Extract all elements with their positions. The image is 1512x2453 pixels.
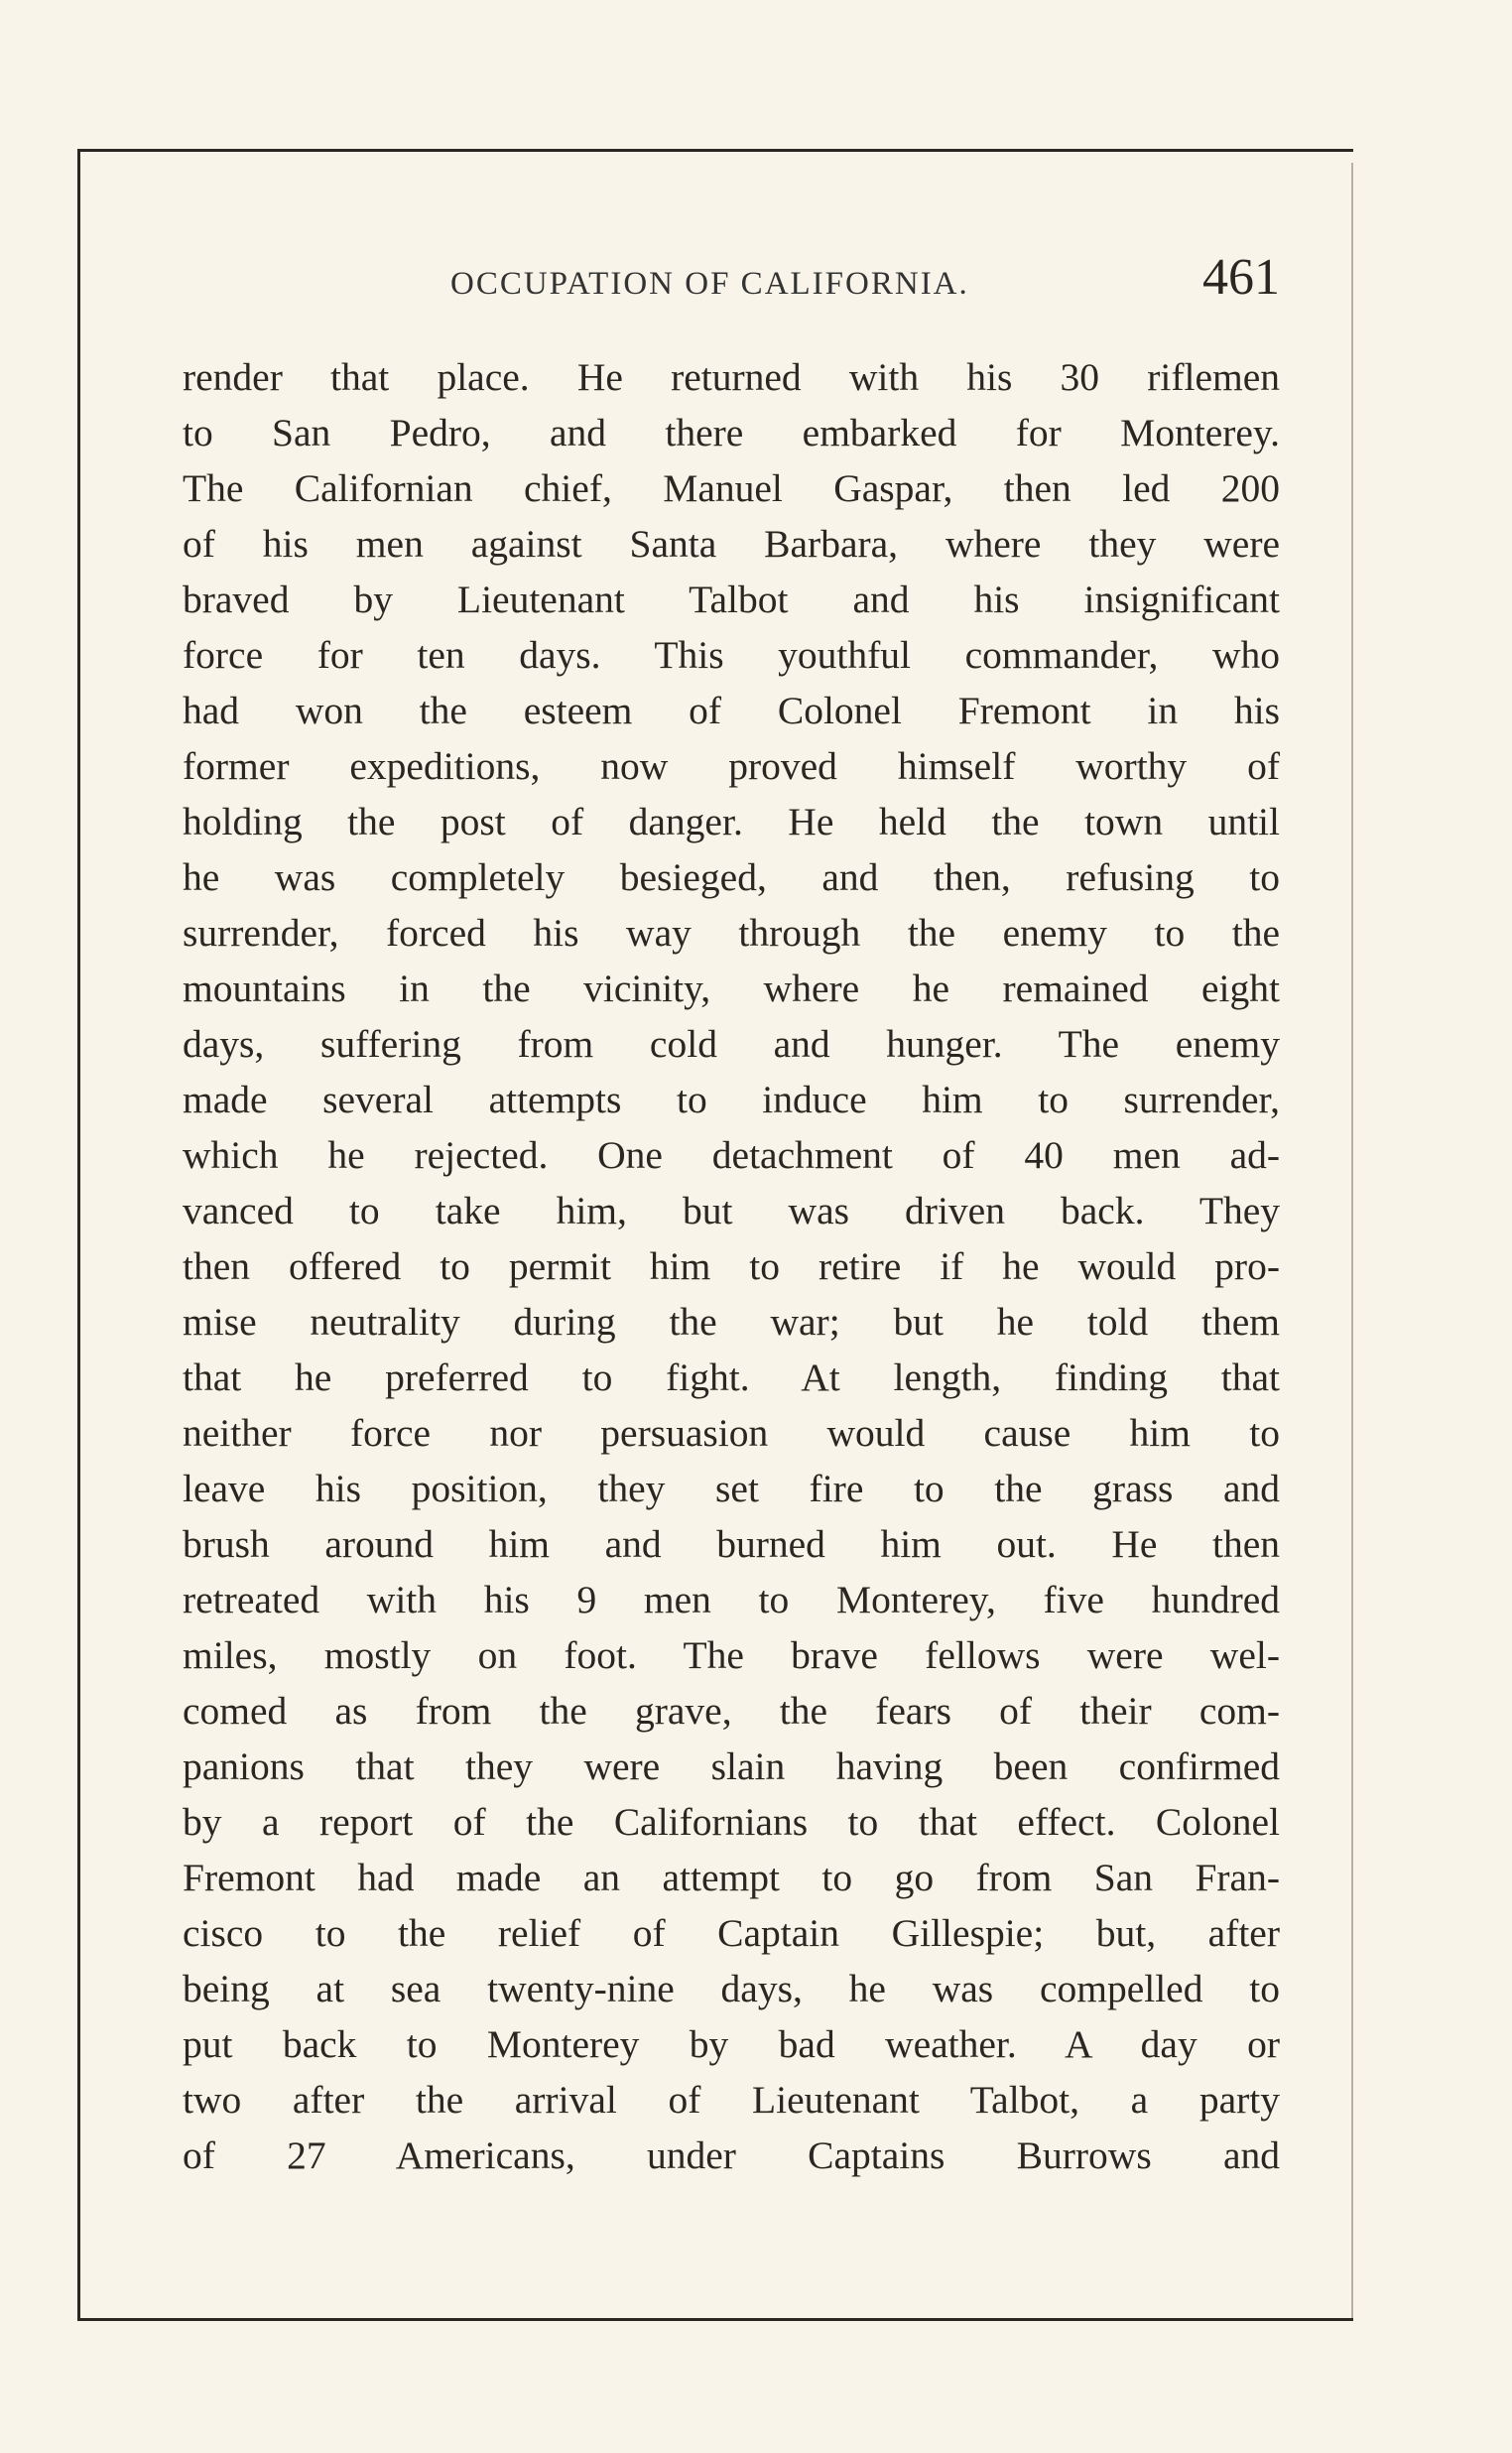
text-line: then offered to permit him to retire if he would pro- xyxy=(183,1244,1280,1288)
page-header xyxy=(183,248,1280,318)
text-line: had won the esteem of Colonel Fremont in his xyxy=(183,689,1280,732)
text-line: cisco to the relief of Captain Gillespie; but, after xyxy=(183,1911,1280,1955)
text-line: surrender, forced his way through the enemy to the xyxy=(183,911,1280,955)
page-frame-top-rule xyxy=(77,149,1353,152)
text-line: of 27 Americans, under Captains Burrows and xyxy=(183,2133,1280,2177)
text-line: holding the post of danger. He held the town until xyxy=(183,800,1280,843)
text-line: to San Pedro, and there embarked for Monterey. xyxy=(183,411,1280,454)
text-line: retreated with his 9 men to Monterey, five hundred xyxy=(183,1578,1280,1621)
text-line: mise neutrality during the war; but he told them xyxy=(183,1300,1280,1344)
text-line: Fremont had made an attempt to go from San Fran- xyxy=(183,1856,1280,1899)
text-line: which he rejected. One detachment of 40 men ad- xyxy=(183,1133,1280,1177)
running-head: OCCUPATION OF CALIFORNIA. xyxy=(450,266,969,302)
page-frame-left-rule xyxy=(77,149,80,2318)
text-line: vanced to take him, but was driven back. They xyxy=(183,1189,1280,1232)
text-line: leave his position, they set fire to the grass and xyxy=(183,1467,1280,1510)
text-line: neither force nor persuasion would cause him to xyxy=(183,1411,1280,1455)
text-line: The Californian chief, Manuel Gaspar, then led 200 xyxy=(183,466,1280,510)
text-line: put back to Monterey by bad weather. A day or xyxy=(183,2022,1280,2066)
text-line: render that place. He returned with his 30 riflemen xyxy=(183,355,1280,399)
text-line: by a report of the Californians to that effect. Colonel xyxy=(183,1800,1280,1844)
text-line: brush around him and burned him out. He then xyxy=(183,1522,1280,1566)
body-text xyxy=(183,349,1280,2183)
page-number: 461 xyxy=(1202,249,1280,306)
page-frame-bottom-rule xyxy=(77,2318,1353,2321)
text-line: miles, mostly on foot. The brave fellows were wel- xyxy=(183,1633,1280,1677)
page-frame-right-rule xyxy=(1351,163,1353,2318)
text-line: being at sea twenty-nine days, he was compelled to xyxy=(183,1967,1280,2010)
text-line: comed as from the grave, the fears of their com- xyxy=(183,1689,1280,1733)
text-line: two after the arrival of Lieutenant Talbot, a party xyxy=(183,2078,1280,2122)
text-line: of his men against Santa Barbara, where they were xyxy=(183,522,1280,566)
text-line: made several attempts to induce him to surrender, xyxy=(183,1078,1280,1121)
text-line: former expeditions, now proved himself worthy of xyxy=(183,744,1280,788)
text-line: panions that they were slain having been confirmed xyxy=(183,1744,1280,1788)
text-line: braved by Lieutenant Talbot and his insignificant xyxy=(183,578,1280,621)
text-line: days, suffering from cold and hunger. The enemy xyxy=(183,1022,1280,1066)
text-line: mountains in the vicinity, where he remained eight xyxy=(183,967,1280,1010)
text-line: force for ten days. This youthful commander, who xyxy=(183,633,1280,677)
text-line: that he preferred to fight. At length, finding that xyxy=(183,1356,1280,1399)
text-line: he was completely besieged, and then, refusing to xyxy=(183,855,1280,899)
